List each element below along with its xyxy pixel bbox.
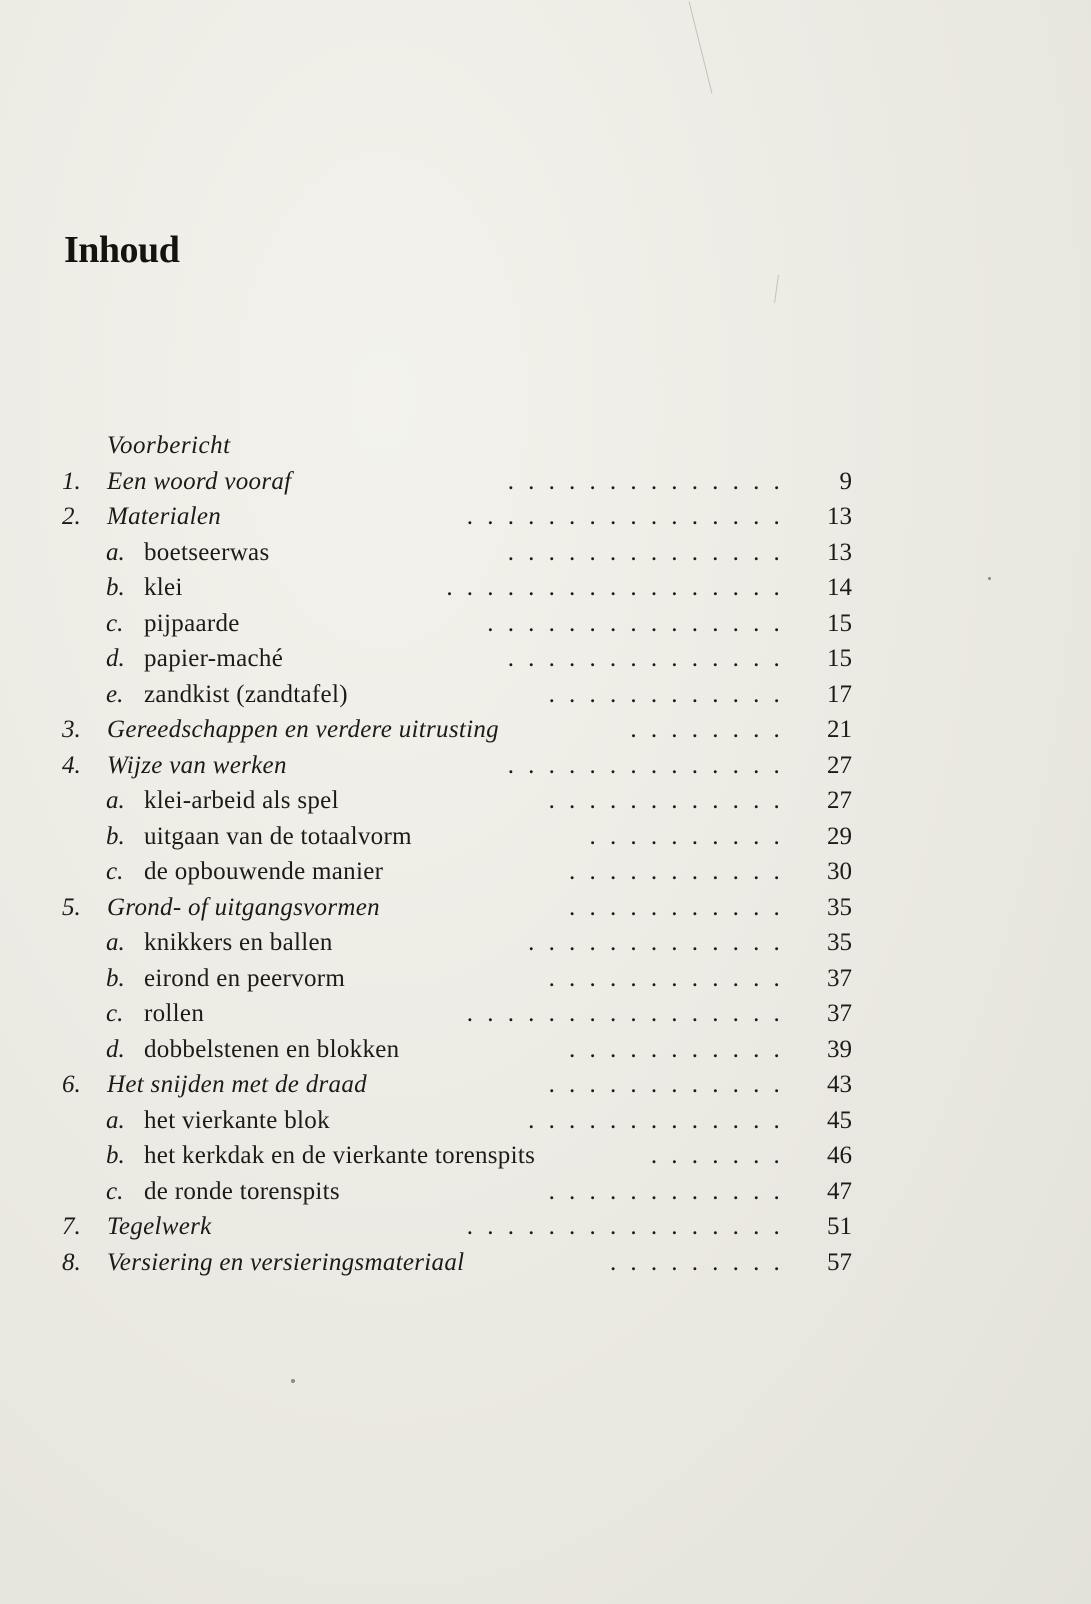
toc-subsection-letter: e. [106,680,124,708]
toc-page-number: 51 [827,1213,852,1240]
toc-page-number: 15 [827,609,852,637]
toc-subsection-row [62,641,852,677]
toc-subsection-row [62,996,852,1032]
paper-speck [291,1379,295,1383]
toc-subsection-row [62,677,852,713]
toc-subsection-row [62,1032,852,1068]
toc-entry-label: boetseerwas [144,538,270,566]
toc-dot-leader: ........... [569,858,794,885]
toc-entry-label: Wijze van werken [107,751,287,779]
toc-page-number: 9 [839,467,852,495]
toc-subsection-letter: c. [106,1177,124,1205]
toc-chapter-number: 8. [62,1248,81,1276]
toc-page-number: 27 [827,751,852,779]
toc-subsection-letter: b. [106,574,125,601]
toc-subsection-row [62,961,852,997]
toc-page-number: 37 [827,964,852,992]
toc-dot-leader: ......... [609,1248,794,1276]
toc-subsection-letter: c. [106,858,124,885]
toc-page-number: 15 [827,645,852,672]
toc-subsection-row [62,535,852,571]
toc-subsection-row [62,1138,852,1174]
toc-entry-label: pijpaarde [144,609,240,637]
toc-chapter-row [62,712,852,748]
toc-page-number: 37 [827,1000,852,1027]
toc-dot-leader: ........... [569,1035,794,1063]
toc-chapter-number: 7. [62,1213,81,1240]
toc-dot-leader: ................ [466,1000,794,1027]
toc-dot-leader: .......... [589,822,794,850]
toc-chapter-row [62,748,852,784]
toc-entry-label: rollen [144,1000,205,1027]
toc-page-number: 27 [827,787,852,814]
toc-dot-leader: ............. [528,929,794,956]
toc-entry-label: het vierkante blok [144,1106,330,1134]
toc-dot-leader: ............ [548,1177,794,1205]
toc-page-number: 29 [827,822,852,850]
paper-crease [774,275,779,303]
toc-subsection-letter: d. [106,1035,125,1063]
toc-subsection-row [62,783,852,819]
toc-page-number: 45 [827,1106,852,1134]
toc-chapter-row [62,499,852,535]
toc-chapter-number: 2. [62,503,81,530]
toc-subsection-letter: a. [106,787,125,814]
toc-subsection-letter: b. [106,822,125,850]
toc-dot-leader: ............ [548,787,794,814]
toc-entry-label: zandkist (zandtafel) [144,680,348,708]
toc-subsection-letter: b. [106,964,125,992]
toc-dot-leader: ................ [466,1213,794,1240]
toc-entry-label: de ronde torenspits [144,1177,340,1205]
toc-entry-label: Een woord vooraf [107,467,292,495]
toc-foreword: Voorbericht [107,432,231,459]
toc-entry-label: dobbelstenen en blokken [144,1035,400,1063]
toc-entry-label: Grond- of uitgangsvormen [107,893,380,921]
toc-subsection-letter: a. [106,538,125,566]
toc-page-number: 13 [827,538,852,566]
toc-subsection-row [62,925,852,961]
toc-page-number: 35 [827,893,852,921]
toc-chapter-number: 5. [62,893,81,921]
toc-dot-leader: ....... [650,1142,794,1169]
toc-page-number: 30 [827,858,852,885]
toc-subsection-letter: c. [106,1000,124,1027]
paper-speck [988,577,991,580]
toc-chapter-number: 6. [62,1071,81,1098]
toc-dot-leader: .............. [507,538,794,566]
toc-subsection-row [62,819,852,855]
toc-page-number: 35 [827,929,852,956]
toc-chapter-row [62,1067,852,1103]
toc-dot-leader: ............ [548,1071,794,1098]
toc-entry-label: de opbouwende manier [144,858,384,885]
toc-entry-label: Het snijden met de draad [107,1071,367,1098]
toc-dot-leader: ............. [528,1106,794,1134]
toc-entry-label: knikkers en ballen [144,929,333,956]
toc-page-number: 39 [827,1035,852,1063]
toc-chapter-row [62,464,852,500]
toc-page-number: 13 [827,503,852,530]
toc-page-number: 43 [827,1071,852,1098]
toc-page-number: 46 [827,1142,852,1169]
toc-page-number: 14 [827,574,852,601]
toc-page-number: 47 [827,1177,852,1205]
toc-dot-leader: .............. [507,645,794,672]
toc-chapter-row [62,890,852,926]
toc-subsection-row [62,606,852,642]
toc-page-number: 57 [827,1248,852,1276]
toc-entry-label: klei [144,574,183,601]
toc-subsection-letter: a. [106,1106,125,1134]
toc-entry-label: Tegelwerk [107,1213,212,1240]
paper-crease [689,1,713,93]
toc-entry-label: eirond en peervorm [144,964,346,992]
toc-entry-label: papier-maché [144,645,284,672]
toc-dot-leader: ............... [487,609,794,637]
toc-chapter-row [62,1209,852,1245]
toc-subsection-letter: a. [106,929,125,956]
toc-entry-label: Gereedschappen en verdere uitrusting [107,716,499,743]
toc-dot-leader: ............ [548,964,794,992]
toc-subsection-letter: c. [106,609,124,637]
toc-page-number: 17 [827,680,852,708]
toc-entry-label: Versiering en versieringsmateriaal [107,1248,465,1276]
toc-dot-leader: ........ [630,716,794,743]
toc-dot-leader: ............ [548,680,794,708]
toc-chapter-row [62,1245,852,1281]
toc-entry-label: uitgaan van de totaalvorm [144,822,412,850]
toc-dot-leader: ........... [569,893,794,921]
toc-chapter-number: 1. [62,467,81,495]
toc-page-number: 21 [827,716,852,743]
toc-entry-label: het kerkdak en de vierkante torenspits [144,1142,536,1169]
toc-subsection-row [62,570,852,606]
toc-dot-leader: ................. [446,574,794,601]
toc-subsection-row [62,854,852,890]
toc-dot-leader: ................ [466,503,794,530]
toc-chapter-number: 4. [62,751,81,779]
toc-subsection-letter: d. [106,645,125,672]
toc-subsection-row [62,1174,852,1210]
toc-entry-label: klei-arbeid als spel [144,787,339,814]
toc-subsection-letter: b. [106,1142,125,1169]
toc-subsection-row [62,1103,852,1139]
toc-chapter-number: 3. [62,716,81,743]
toc-dot-leader: .............. [507,467,794,495]
toc-entry-label: Materialen [107,503,222,530]
page-title: Inhoud [64,229,180,271]
toc-dot-leader: .............. [507,751,794,779]
